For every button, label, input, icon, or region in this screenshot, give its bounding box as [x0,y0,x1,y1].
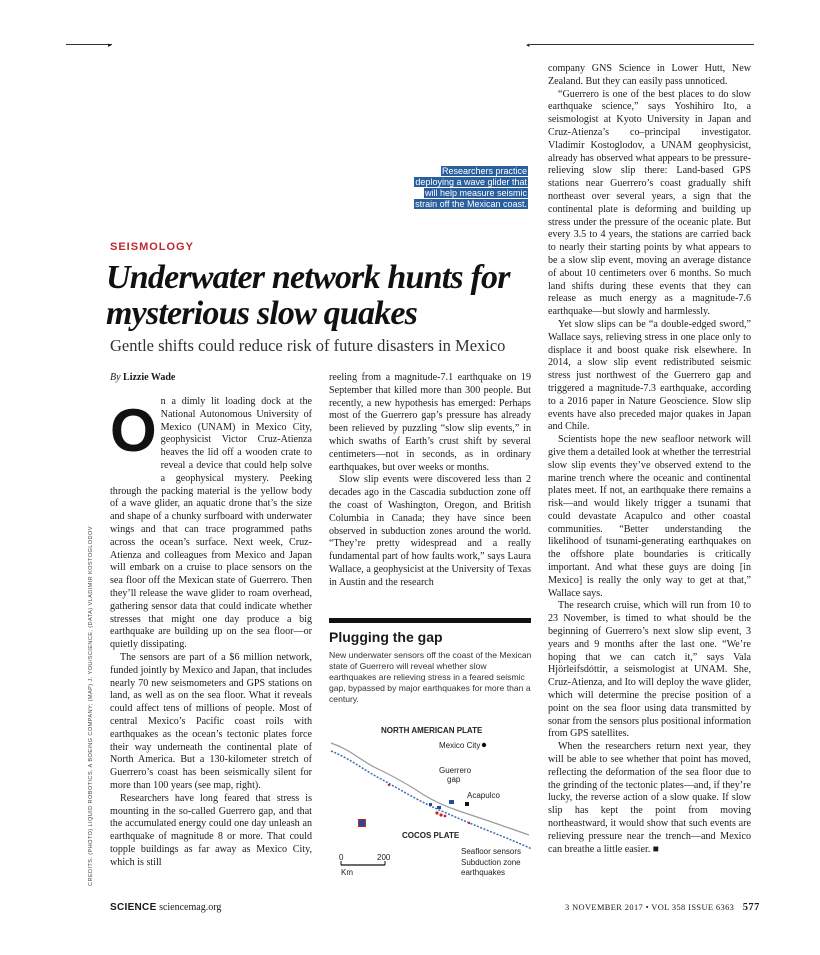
col3-paragraph-2: “Guerrero is one of the best places to do slow earthquake science,” says Yoshihiro Ito, a seismologist at Kyoto University in Japan and Cruz-Atienza’s co–principal investigator. Vladimir Kostoglodov, a UNAM geophysicist, already has observed what appears to be pressure-relieving slow slip there: Land-based GPS stations near Guerrero’s coast gradually shift northeast over several years, a sign that the continental plate is deforming and building up stress under the pressure of the oceanic plate. But every 3.5 to 4 years, the stations are carried back to nearly their starting points by what appears to be a slow slip event, moving an average distance of about 10 centimeters over 6 months. So much land shifts during these events that they can release as much energy as a magnitude-7.6 earthquake—but slowly and harmlessly. [548,88,751,318]
top-left-rule [66,44,112,45]
photo-caption: Researchers practice deploying a wave glider that will help measure seismic strain off the Mexican coast. [415,166,527,209]
footer-left [110,902,221,913]
mexico-city-label: Mexico City [439,741,481,750]
byline-author: Lizzie Wade [123,372,176,383]
col2-paragraph-2: Slow slip events were discovered less than 2 decades ago in the Cascadia subduction zone off the coast of Washington, Oregon, and British Columbia in Canada; they have since been observed in subduction zones around the world. “They’re pretty widespread and a really fundamental part of how faults work,” says Laura Wallace, a geophysicist at the University of Texas in Austin and the research [329,474,531,588]
col1-paragraph-2: The sensors are part of a $6 million network, funded jointly by Mexico and Japan, that includes nearly 70 new seismometers and GPS stations on land, as well as on the sea floor. What it reveals could affect tens of millions of people. Most of central Mexico’s Pacific coast roils with earthquakes as the ocean’s tectonic plates force their way underneath the continental plate of North America. But a 130-kilometer stretch of Guerrero’s coast has been seismically silent for more than 100 years (see map, right). [110,651,312,791]
journal-site: sciencemag.org [159,902,222,913]
sidebar-rule [329,618,531,623]
top-right-arrowhead-icon: ◂ [526,41,530,49]
col1-paragraph-3: Researchers have long feared that stress is mounting in the so-called Guerrero gap, and that the accumulated energy could one day unleash an earthquake of magnitude 8 or more. That could topple buildings as far away as Mexico City, which is still [110,792,312,868]
north-american-plate-label: NORTH AMERICAN PLATE [381,726,483,735]
legend-sensors: Seafloor sensors [461,847,522,856]
article-deck: Gentle shifts could reduce risk of future disasters in Mexico [110,336,506,355]
gap-label-line2: gap [447,775,461,784]
wave-glider-icon [358,819,366,827]
legend-quakes-line1: Subduction zone [461,858,521,867]
photo-credits: CREDITS: (PHOTO) LIQUID ROBOTICS, A BOEING COMPANY; (MAP) J. YOU/SCIENCE; (DATA) VLADIMIR KOSTOGLODOV [88,526,94,886]
scale-end: 200 [377,853,391,862]
byline-prefix: By [110,372,121,383]
sidebar-title: Plugging the gap [329,629,443,645]
cocos-plate-label: COCOS PLATE [402,831,460,840]
scale-start: 0 [339,853,344,862]
top-right-rule [530,44,754,45]
col3-paragraph-5: The research cruise, which will run from 10 to 23 November, is timed to what should be the beginning of Guerrero’s next slow slip event, 3 years and 9 months after the last one. “We’re hoping that we can catch it,” says Vala Hjörleifsdóttir, a seismologist at UNAM. She, Cruz-Atienza, and Ito will deploy the wave glider, which will determine the precise position of a point on the sea floor using data transmitted by sonar from the sensors plus positional information from GPS satellites. [548,600,751,740]
legend-quakes-line2: earthquakes [461,868,506,877]
col2-paragraph-1: reeling from a magnitude-7.1 earthquake on 19 September that killed more than 300 people. But recently, a new hypothesis has emerged: Perhaps most of the Guerrero gap’s pressure has already been relieved by puzzling “slow slip events,” in which swaths of Earth’s crust shift by several centimeters—not in seconds, as in ordinary earthquakes, but over weeks or months. [329,372,531,473]
mexico-city-dot [482,743,486,747]
column-3 [548,63,751,856]
top-left-arrowhead-icon: ▸ [108,41,112,49]
col1-paragraph-1: n a dimly lit loading dock at the National Autonomous University of Mexico (UNAM) in Mexico City, geophysicist Victor Cruz-Atienza heaves the lid off a wooden crate to reveal a device that could help solve a geophysical mystery. Peeking through the packing material is the yellow body of a wave glider, an aquatic drone that’s the size and shape of a chunky surfboard with underwater wings and that can trace programmed paths across the ocean’s surface. Next week, Cruz-Atienza and colleagues from Mexico and Japan will embark on a cruise to place sensors on the sea floor off the Mexican state of Guerrero. Then they’ll release the wave glider to roam overhead, gathering sensor data that could indicate whether stresses that might one day produce a big earthquake are building up on the sea floor—or quietly dissipating. [110,396,312,651]
drop-cap: O [110,397,157,464]
col3-paragraph-4: Scientists hope the new seafloor network will give them a detailed look at whether the terrestrial slow slip events they’ve observed extend to the marine trench where the oceanic and continental plates meet. If not, an earthquake there remains a risk—and would likely trigger a tsunami that could devastate Acapulco and other coastal communities. “Better understanding the likelihood of tsunami-generating earthquakes on the offshore plate boundaries is critically important. And what these guys are doing [in Mexico] is really the only way to get at that,” Wallace says. [548,434,751,599]
article-headline: Underwater network hunts for mysterious slow quakes [106,259,510,332]
acapulco-marker [465,802,469,806]
col3-paragraph-6: When the researchers return next year, they will be able to see whether that point has moved, reflecting the deformation of the sea floor due to the grinding of the tectonic plates—and, if they’re lucky, the reverse action of a slow quake. If slow slip has kept the point from moving northeastward, it would show that such events are relieving pressure near the trench—and Mexico can breathe a little easier. ■ [548,741,751,855]
scale-unit: Km [341,868,353,877]
gap-label-line1: Guerrero [439,766,472,775]
col3-paragraph-3: Yet slow slips can be “a double-edged sword,” Wallace says, relieving stress in one place only to displace it and boost quake risk elsewhere. In 2014, a slow slip event redistributed seismic stress just northwest of the Guerrero gap and triggered a magnitude-7.3 earthquake, according to a 2016 paper in Nature Geoscience. Slow slip events have also preceded major quakes in Japan and Chile. [548,318,751,433]
section-kicker: SEISMOLOGY [110,241,194,253]
page-number: 577 [742,902,760,913]
byline [110,372,175,383]
journal-name: SCIENCE [110,902,157,913]
footer-right [565,902,760,913]
guerrero-map [329,715,534,890]
column-1 [110,396,312,869]
issue-info: 3 NOVEMBER 2017 • VOL 358 ISSUE 6363 [565,903,735,912]
sidebar-text: New underwater sensors off the coast of the Mexican state of Guerrero will reveal whether slow earthquakes are relieving stress in a feared seismic gap, bypassed by major earthquakes for more than a century. [329,650,532,704]
column-2 [329,372,531,590]
acapulco-label: Acapulco [467,791,500,800]
col3-paragraph-1: company GNS Science in Lower Hutt, New Zealand. But they can easily pass unnoticed. [548,63,751,87]
